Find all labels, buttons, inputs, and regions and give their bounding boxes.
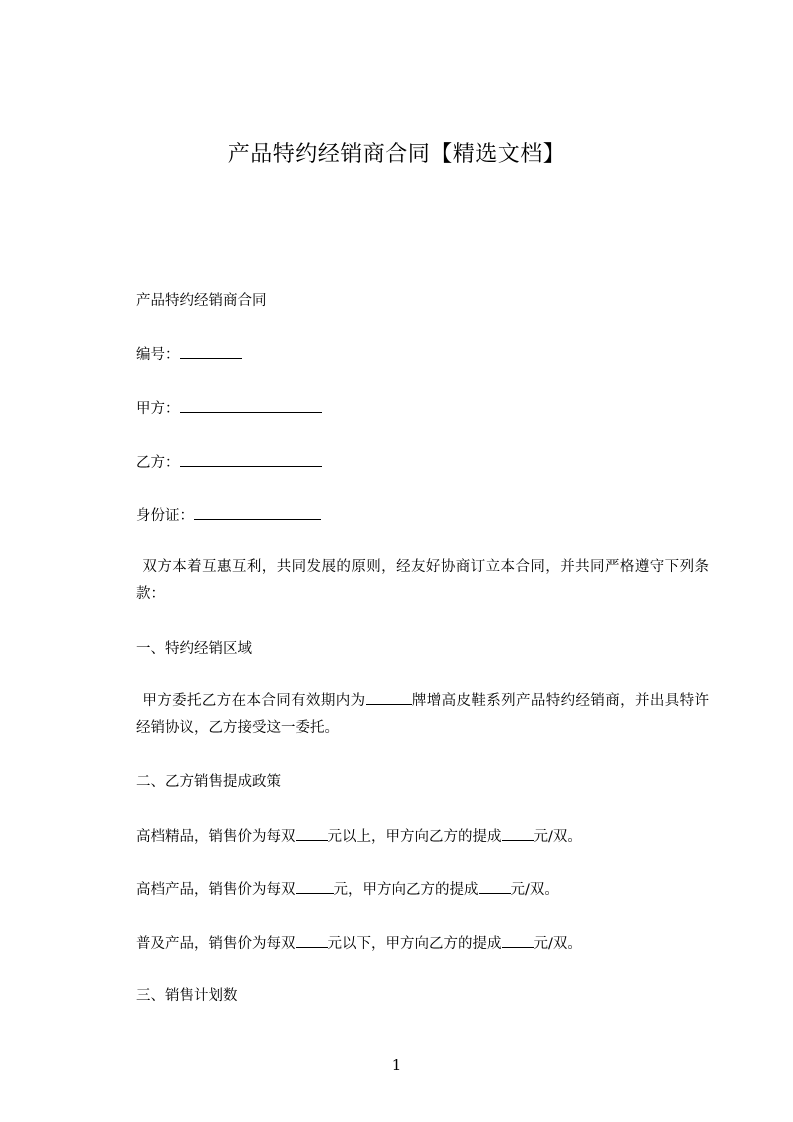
commission-row-premium <box>136 826 582 847</box>
row1-text-c: 元/双。 <box>533 829 582 845</box>
row2-text-b: 元，甲方向乙方的提成 <box>333 882 479 898</box>
party-b-field <box>136 452 322 473</box>
row3-commission-blank <box>502 933 534 948</box>
row3-text-b: 元以下，甲方向乙方的提成 <box>327 936 502 952</box>
page-number: 1 <box>391 1056 402 1074</box>
contract-name: 产品特约经销商合同 <box>136 293 267 309</box>
row1-text-b: 元以上，甲方向乙方的提成 <box>327 829 502 845</box>
party-a-label: 甲方： <box>136 401 180 417</box>
party-b-blank <box>180 452 322 467</box>
number-field <box>136 344 242 365</box>
commission-row-basic <box>136 933 582 954</box>
row1-commission-blank <box>502 826 534 841</box>
row1-price-blank <box>296 826 328 841</box>
id-field <box>136 505 321 526</box>
row2-text-c: 元/双。 <box>510 882 559 898</box>
row1-text-a: 高档精品，销售价为每双 <box>136 829 296 845</box>
party-a-blank <box>180 398 322 413</box>
number-blank <box>180 344 242 359</box>
row2-text-a: 高档产品，销售价为每双 <box>136 882 296 898</box>
row3-price-blank <box>296 933 328 948</box>
section-1-text-b: 牌增高皮鞋系列产品特约经销商，并出具特许经销协议，乙方接受这一委托。 <box>136 693 709 736</box>
section-1-heading: 一、特约经销区域 <box>136 641 252 657</box>
commission-row-high <box>136 879 559 900</box>
section-1-text-a: 甲方委托乙方在本合同有效期内为 <box>142 693 366 709</box>
document-title: 产品特约经销商合同【精选文档】 <box>227 142 566 167</box>
row2-commission-blank <box>479 879 511 894</box>
section-2-heading: 二、乙方销售提成政策 <box>136 774 281 790</box>
row2-price-blank <box>296 879 334 894</box>
id-label: 身份证： <box>136 508 194 524</box>
number-label: 编号： <box>136 347 180 363</box>
row3-text-c: 元/双。 <box>533 936 582 952</box>
id-blank <box>194 505 321 520</box>
party-b-label: 乙方： <box>136 455 180 471</box>
section-1-paragraph <box>136 688 709 742</box>
brand-blank <box>366 690 412 705</box>
intro-text: 双方本着互惠互利，共同发展的原则，经友好协商订立本合同，并共同严格遵守下列条款： <box>136 559 709 602</box>
row3-text-a: 普及产品，销售价为每双 <box>136 936 296 952</box>
section-3-heading: 三、销售计划数 <box>136 988 238 1004</box>
party-a-field <box>136 398 322 419</box>
intro-paragraph <box>136 554 709 608</box>
